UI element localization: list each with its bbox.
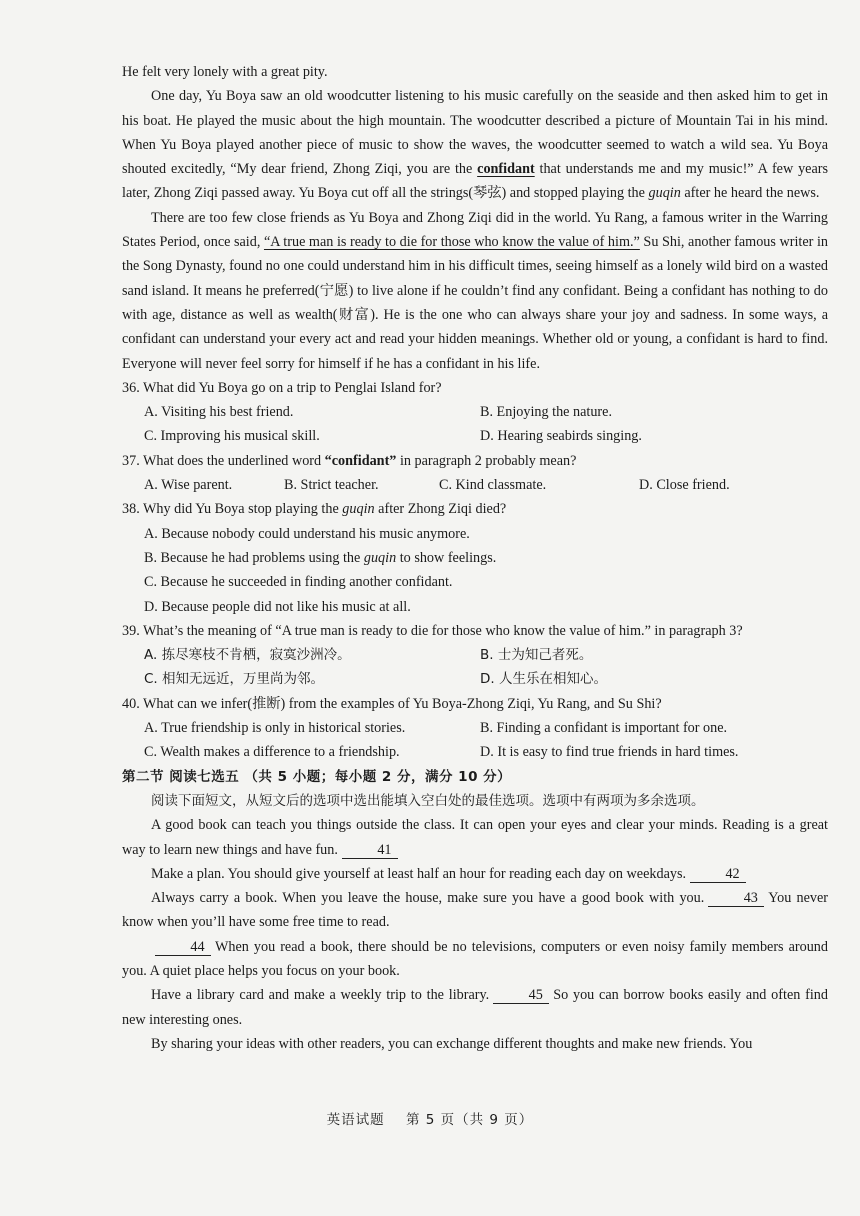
section-2-instruction: 阅读下面短文，从短文后的选项中选出能填入空白处的最佳选项。选项中有两项为多余选项。 xyxy=(151,792,705,809)
guqin-italic: guqin xyxy=(648,185,681,202)
q38-option-b-text-a: B. Because he had problems using the xyxy=(144,549,364,566)
q39-option-c[interactable]: C. 相知无远近，万里尚为邻。 xyxy=(144,671,325,688)
question-36-stem: 36. What did Yu Boya go on a trip to Penglai Island for? xyxy=(122,379,442,396)
q38-option-c[interactable]: C. Because he succeeded in finding another confidant. xyxy=(144,574,453,591)
cloze-p3-text-a: Always carry a book. When you leave the house, make sure you have a good book with you. xyxy=(151,890,705,907)
q40-option-a[interactable]: A. True friendship is only in historical stories. xyxy=(144,720,406,737)
q37-stem-a: 37. What does the underlined word xyxy=(122,452,325,469)
q37-stem-b: in paragraph 2 probably mean? xyxy=(396,452,577,469)
cloze-p5-text-a: Have a library card and make a weekly trip to the library. xyxy=(151,987,490,1004)
question-39-stem: 39. What’s the meaning of “A true man is ready to die for those who know the value of him.” in paragraph 3? xyxy=(122,622,743,639)
q37-option-d[interactable]: D. Close friend. xyxy=(639,477,730,494)
q36-option-c[interactable]: C. Improving his musical skill. xyxy=(144,428,320,445)
question-39-options xyxy=(122,643,828,692)
q38-option-d[interactable]: D. Because people did not like his music at all. xyxy=(144,598,411,615)
q39-option-b[interactable]: B. 士为知己者死。 xyxy=(480,647,593,664)
cloze-p1-text: A good book can teach you things outside the class. It can open your eyes and clear your minds. Reading is a great way to learn new things and have fun. xyxy=(122,817,828,858)
cloze-paragraph-6: By sharing your ideas with other readers, you can exchange different thoughts and make new friends. You xyxy=(151,1035,753,1052)
q38-option-b-text-b: to show feelings. xyxy=(396,549,497,566)
question-38-options xyxy=(122,522,828,619)
q40-option-c[interactable]: C. Wealth makes a difference to a friendship. xyxy=(144,744,400,761)
question-36-options xyxy=(122,400,828,449)
blank-45[interactable]: 45 xyxy=(493,987,549,1004)
paragraph-3-text-b: Su Shi, another famous writer in the Song Dynasty, found no one could understand him in his difficult times, seeing himself as a lonely wild bird on a wasted sand island. It means he preferred(宁愿) to live alone if he couldn’t find any confidant. Being a confidant has nothing to do with age, distance as well as wealth(财富). He is the one who can always share your joy and sadness. In some ways, a confidant can understand your every act and read your hidden meanings. Whether old or young, a confidant is hard to find. Everyone will never feel sorry for himself if he has a confidant in his life. xyxy=(122,234,828,372)
q38-stem-a: 38. Why did Yu Boya stop playing the xyxy=(122,501,343,518)
q38-stem-b: after Zhong Ziqi died? xyxy=(374,501,507,518)
footer-page-number: 第 5 页（共 9 页） xyxy=(405,1112,534,1128)
page-footer xyxy=(0,1108,860,1128)
q38-option-a[interactable]: A. Because nobody could understand his music anymore. xyxy=(144,525,470,542)
cloze-paragraph-2 xyxy=(122,862,828,886)
q39-option-a[interactable]: A. 拣尽寒枝不肯栖，寂寞沙洲冷。 xyxy=(144,647,351,664)
blank-43[interactable]: 43 xyxy=(708,890,764,907)
question-37-stem xyxy=(122,449,828,473)
paragraph-2 xyxy=(122,84,828,205)
underlined-word-confidant: confidant xyxy=(477,161,535,178)
cloze-p4-text: When you read a book, there should be no televisions, computers or even noisy family members around you. A quiet place helps you focus on your book. xyxy=(122,938,828,979)
page-content xyxy=(122,60,828,1056)
paragraph-3 xyxy=(122,206,828,376)
paragraph-1-end: He felt very lonely with a great pity. xyxy=(122,64,328,80)
q36-option-a[interactable]: A. Visiting his best friend. xyxy=(144,404,294,421)
q40-option-b[interactable]: B. Finding a confidant is important for one. xyxy=(480,720,728,737)
q37-stem-word: “confidant” xyxy=(324,452,397,469)
q38-option-b[interactable] xyxy=(144,546,828,570)
cloze-p5-text-b: So you can borrow books easily and often find new interesting ones. xyxy=(122,987,828,1028)
q37-option-c[interactable]: C. Kind classmate. xyxy=(439,477,547,494)
footer-subject: 英语试题 xyxy=(326,1112,385,1128)
q36-option-d[interactable]: D. Hearing seabirds singing. xyxy=(480,428,642,445)
section-2-title: 第二节 阅读七选五 （共 5 小题；每小题 2 分，满分 10 分） xyxy=(122,768,512,785)
question-40-options xyxy=(122,716,828,765)
q39-option-d[interactable]: D. 人生乐在相知心。 xyxy=(480,671,607,688)
blank-42[interactable]: 42 xyxy=(690,866,746,883)
cloze-paragraph-5 xyxy=(122,983,828,1032)
paragraph-2-text-a: One day, Yu Boya saw an old woodcutter listening to his music carefully on the seaside and then asked him to get in his boat. He played the music about the high mountain. The woodcutter described a picture of Mountain Tai in his mind. When Yu Boya played another piece of music to show the waves, the woodcutter seemed to watch a wild sea. Yu Boya shouted excitedly, “My dear friend, Zhong Ziqi, you are the xyxy=(122,88,828,178)
q40-option-d[interactable]: D. It is easy to find true friends in hard times. xyxy=(480,744,739,761)
blank-41[interactable]: 41 xyxy=(342,842,398,859)
underlined-quote: “A true man is ready to die for those who know the value of him.” xyxy=(263,234,640,251)
cloze-paragraph-4 xyxy=(122,935,828,984)
cloze-p3-text-b: You never know when you’ll have some free time to read. xyxy=(122,890,828,931)
question-38-stem xyxy=(122,497,828,521)
q38-option-b-guqin: guqin xyxy=(363,549,397,566)
cloze-p2-text: Make a plan. You should give yourself at least half an hour for reading each day on weekdays. xyxy=(151,865,687,882)
q36-option-b[interactable]: B. Enjoying the nature. xyxy=(480,404,612,421)
cloze-paragraph-1 xyxy=(122,813,828,862)
question-40-stem: 40. What can we infer(推断) from the examples of Yu Boya-Zhong Ziqi, Yu Rang, and Su Shi? xyxy=(122,695,662,712)
q37-option-a[interactable]: A. Wise parent. xyxy=(144,477,233,494)
paragraph-3-text-a: There are too few close friends as Yu Boya and Zhong Ziqi did in the world. Yu Rang, a famous writer in the Warring States Period, once said, xyxy=(122,209,828,251)
q38-stem-guqin: guqin xyxy=(342,501,375,518)
cloze-paragraph-3 xyxy=(122,886,828,935)
blank-44[interactable]: 44 xyxy=(155,939,211,956)
q37-option-b[interactable]: B. Strict teacher. xyxy=(284,477,379,494)
paragraph-2-text-c: after he heard the news. xyxy=(680,185,820,202)
question-37-options xyxy=(122,473,828,497)
paragraph-2-text-b: that understands me and my music!” A few years later, Zhong Ziqi passed away. Yu Boya cut off all the strings(琴弦) and stopped playing the xyxy=(122,161,828,202)
